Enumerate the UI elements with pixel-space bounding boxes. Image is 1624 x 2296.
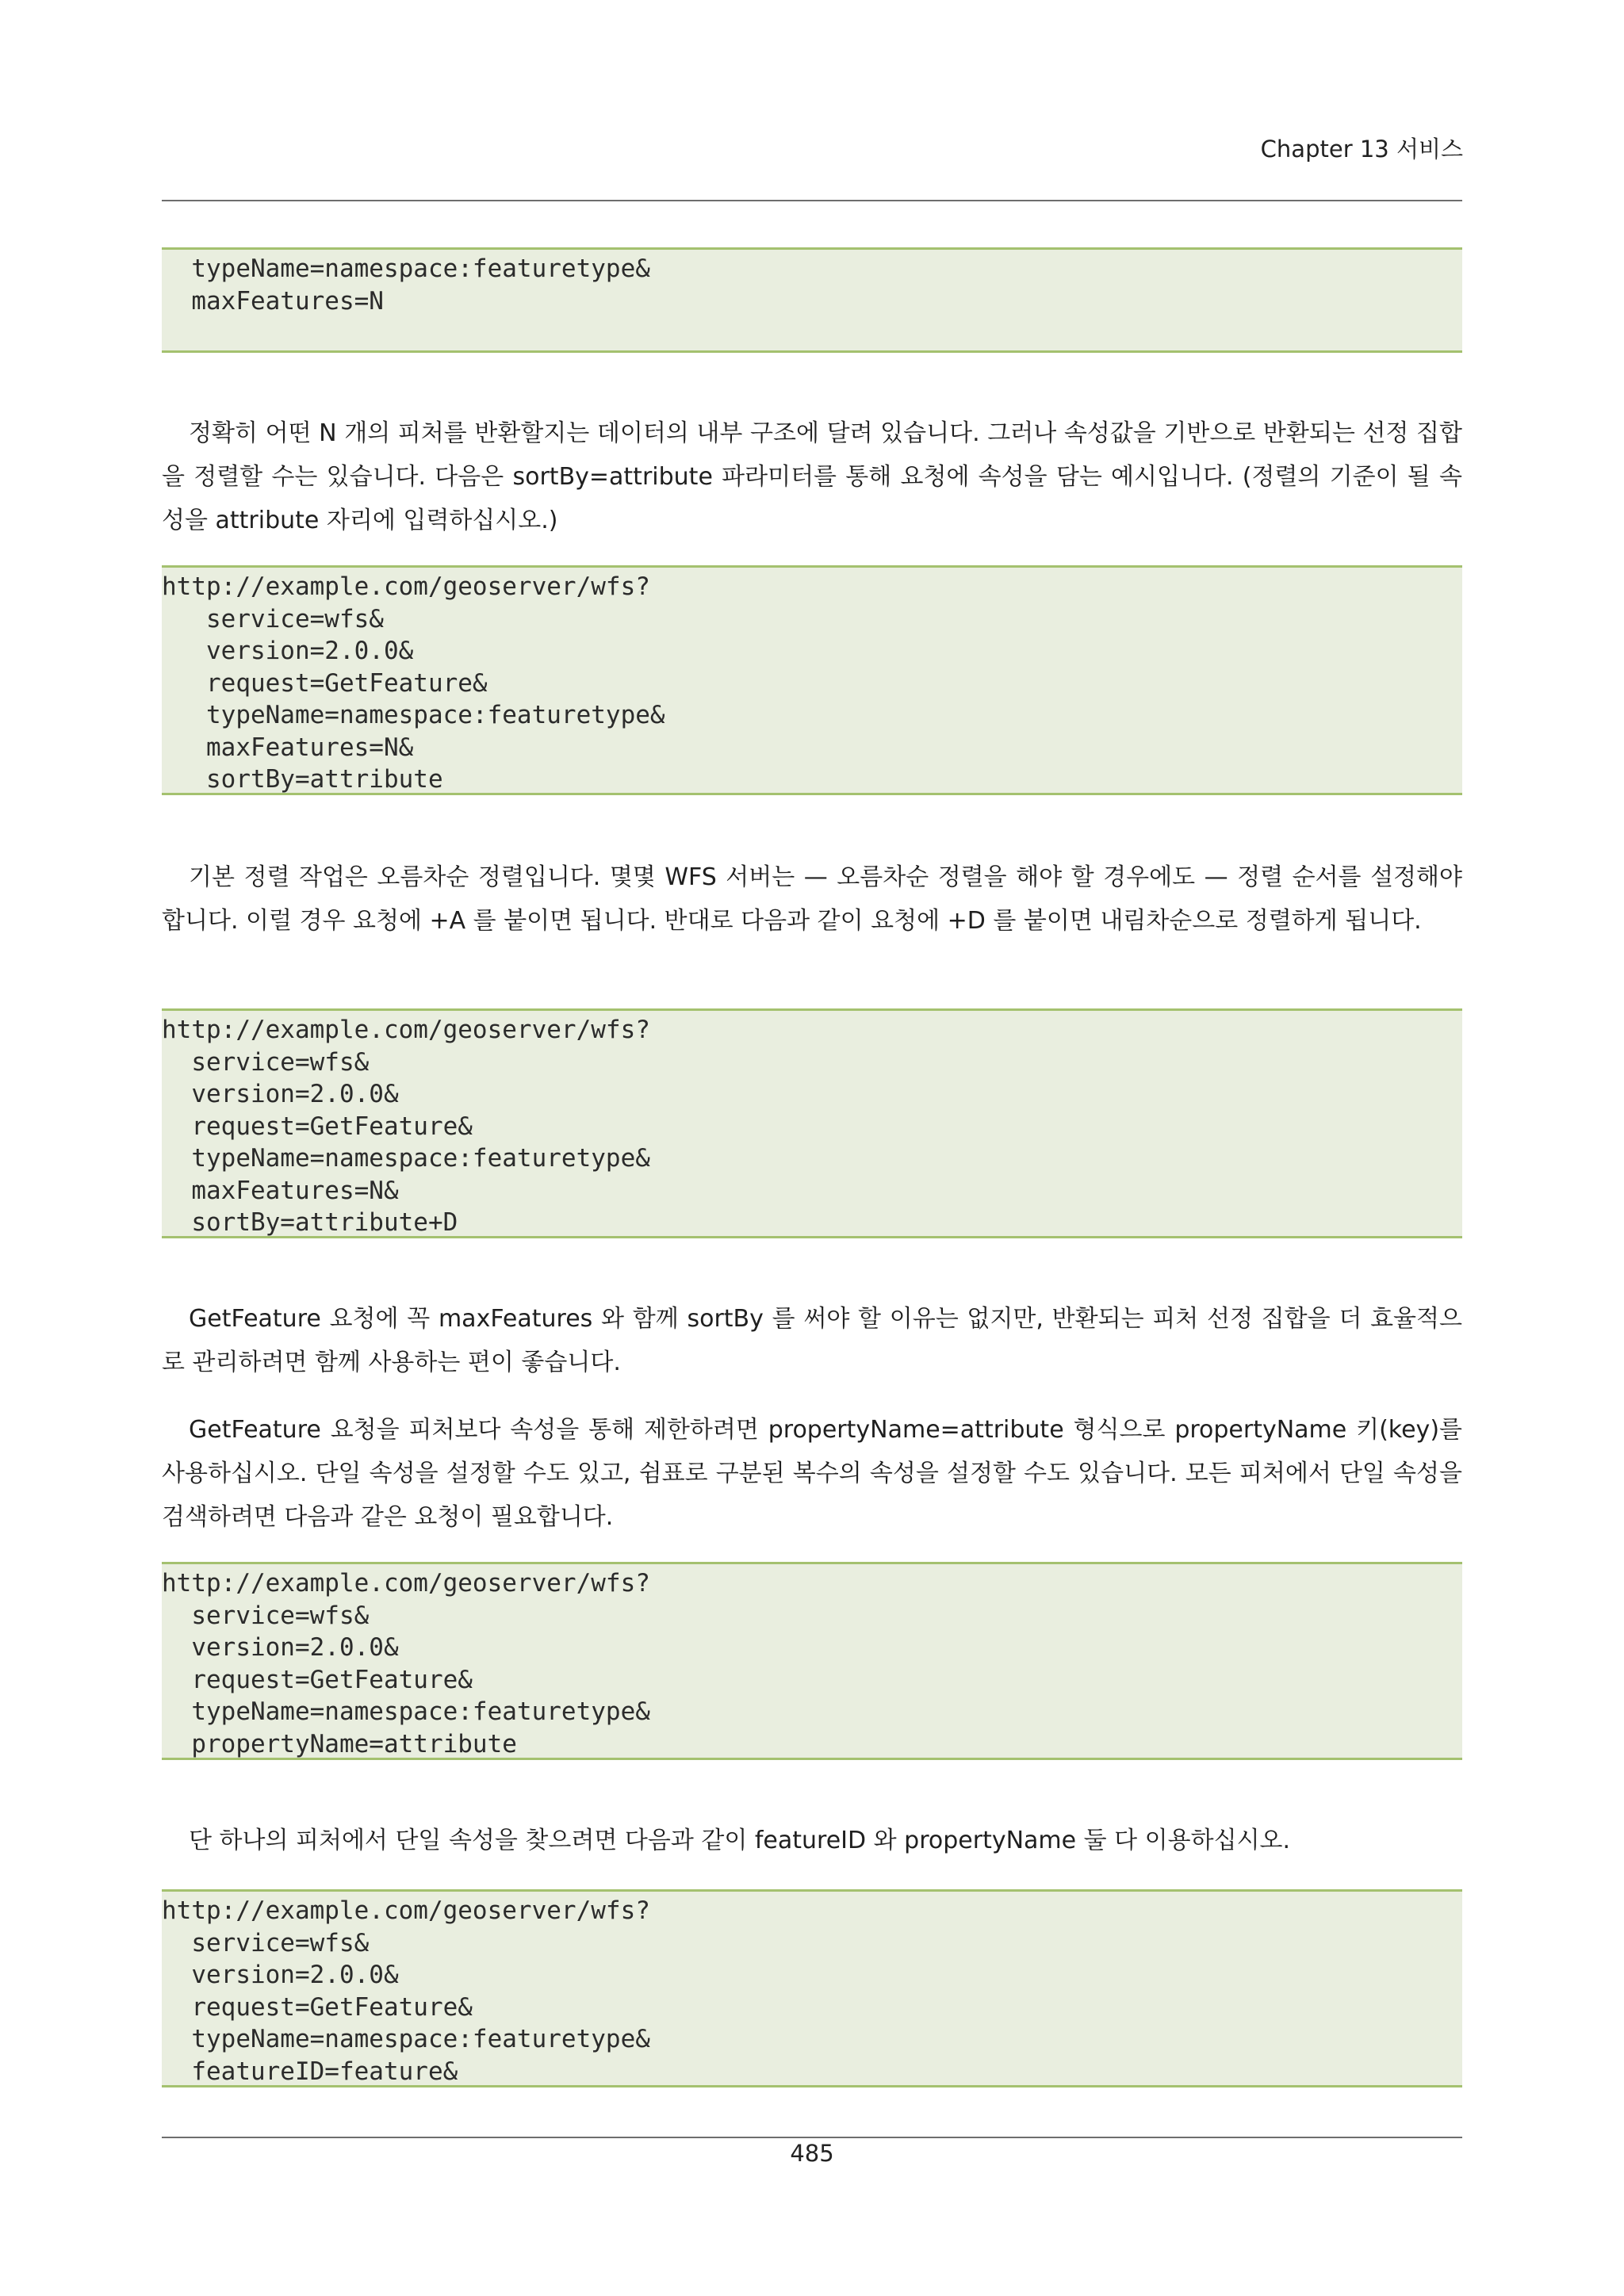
code-line: maxFeatures=N& xyxy=(162,733,414,762)
code-line: maxFeatures=N xyxy=(162,286,384,316)
code-line: request=GetFeature& xyxy=(162,1665,473,1694)
code-line: typeName=namespace:featuretype& xyxy=(162,1697,650,1726)
code-block-maxfeatures xyxy=(162,247,1462,353)
code-line: propertyName=attribute xyxy=(162,1729,517,1758)
code-line: http://example.com/geoserver/wfs? xyxy=(162,1016,650,1044)
code-line: request=GetFeature& xyxy=(162,1992,473,2022)
code-line: featureID=feature& xyxy=(162,2057,458,2086)
code-line: service=wfs& xyxy=(162,1928,370,1957)
code-line: service=wfs& xyxy=(162,1601,370,1630)
code-line: request=GetFeature& xyxy=(162,1112,473,1141)
code-line: service=wfs& xyxy=(162,604,384,633)
code-line: service=wfs& xyxy=(162,1047,370,1077)
code-line: http://example.com/geoserver/wfs? xyxy=(162,1896,650,1925)
code-line: version=2.0.0& xyxy=(162,637,414,665)
code-line: typeName=namespace:featuretype& xyxy=(162,254,650,283)
code-line: maxFeatures=N& xyxy=(162,1176,399,1205)
code-block-sortby-descending xyxy=(162,1008,1462,1238)
code-block-sortby xyxy=(162,565,1462,795)
header-rule xyxy=(162,200,1462,201)
code-line: typeName=namespace:featuretype& xyxy=(162,701,665,729)
code-line: http://example.com/geoserver/wfs? xyxy=(162,1569,650,1598)
paragraph-propertyname: GetFeature 요청을 피처보다 속성을 통해 제한하려면 propertyName=attribute 형식으로 propertyName 키(key)를 사용하십시오. 단일 속성을 설정할 수도 있고, 쉼표로 구분된 복수의 속성을 설정할 수도 있습니다. 모든 피처에서 단일 속성을 검색하려면 다음과 같은 요청이 필요합니다. xyxy=(162,1416,1462,1531)
code-line: typeName=namespace:featuretype& xyxy=(162,2025,650,2053)
code-line: version=2.0.0& xyxy=(162,1080,399,1108)
code-line: http://example.com/geoserver/wfs? xyxy=(162,572,650,601)
code-line: typeName=namespace:featuretype& xyxy=(162,1144,650,1173)
chapter-header: Chapter 13 서비스 xyxy=(1260,136,1463,163)
code-line: version=2.0.0& xyxy=(162,1633,399,1662)
page-number: 485 xyxy=(790,2140,834,2167)
code-block-featureid xyxy=(162,1889,1462,2087)
code-block-propertyname xyxy=(162,1562,1462,1760)
code-line: sortBy=attribute xyxy=(162,765,443,794)
paragraph-featureid: 단 하나의 피처에서 단일 속성을 찾으려면 다음과 같이 featureID 와 propertyName 둘 다 이용하십시오. xyxy=(189,1827,1291,1854)
paragraph-sort-order: 기본 정렬 작업은 오름차순 정렬입니다. 몇몇 WFS 서버는 — 오름차순 정렬을 해야 할 경우에도 — 정렬 순서를 설정해야 합니다. 이럴 경우 요청에 +A 를 붙이면 됩니다. 반대로 다음과 같이 요청에 +D 를 붙이면 내림차순으로 정렬하게 됩니다. xyxy=(162,863,1462,935)
paragraph-maxfeatures-sortby: GetFeature 요청에 꼭 maxFeatures 와 함께 sortBy 를 써야 할 이유는 없지만, 반환되는 피처 선정 집합을 더 효율적으로 관리하려면 함께 사용하는 편이 좋습니다. xyxy=(162,1305,1462,1376)
code-line: request=GetFeature& xyxy=(162,668,488,698)
paragraph-sort-intro: 정확히 어떤 N 개의 피처를 반환할지는 데이터의 내부 구조에 달려 있습니다. 그러나 속성값을 기반으로 반환되는 선정 집합을 정렬할 수는 있습니다. 다음은 sortBy=attribute 파라미터를 통해 요청에 속성을 담는 예시입니다. (정렬의 기준이 될 속성을 attribute 자리에 입력하십시오.) xyxy=(162,419,1462,534)
code-line: sortBy=attribute+D xyxy=(162,1208,458,1237)
code-line: version=2.0.0& xyxy=(162,1961,399,1989)
